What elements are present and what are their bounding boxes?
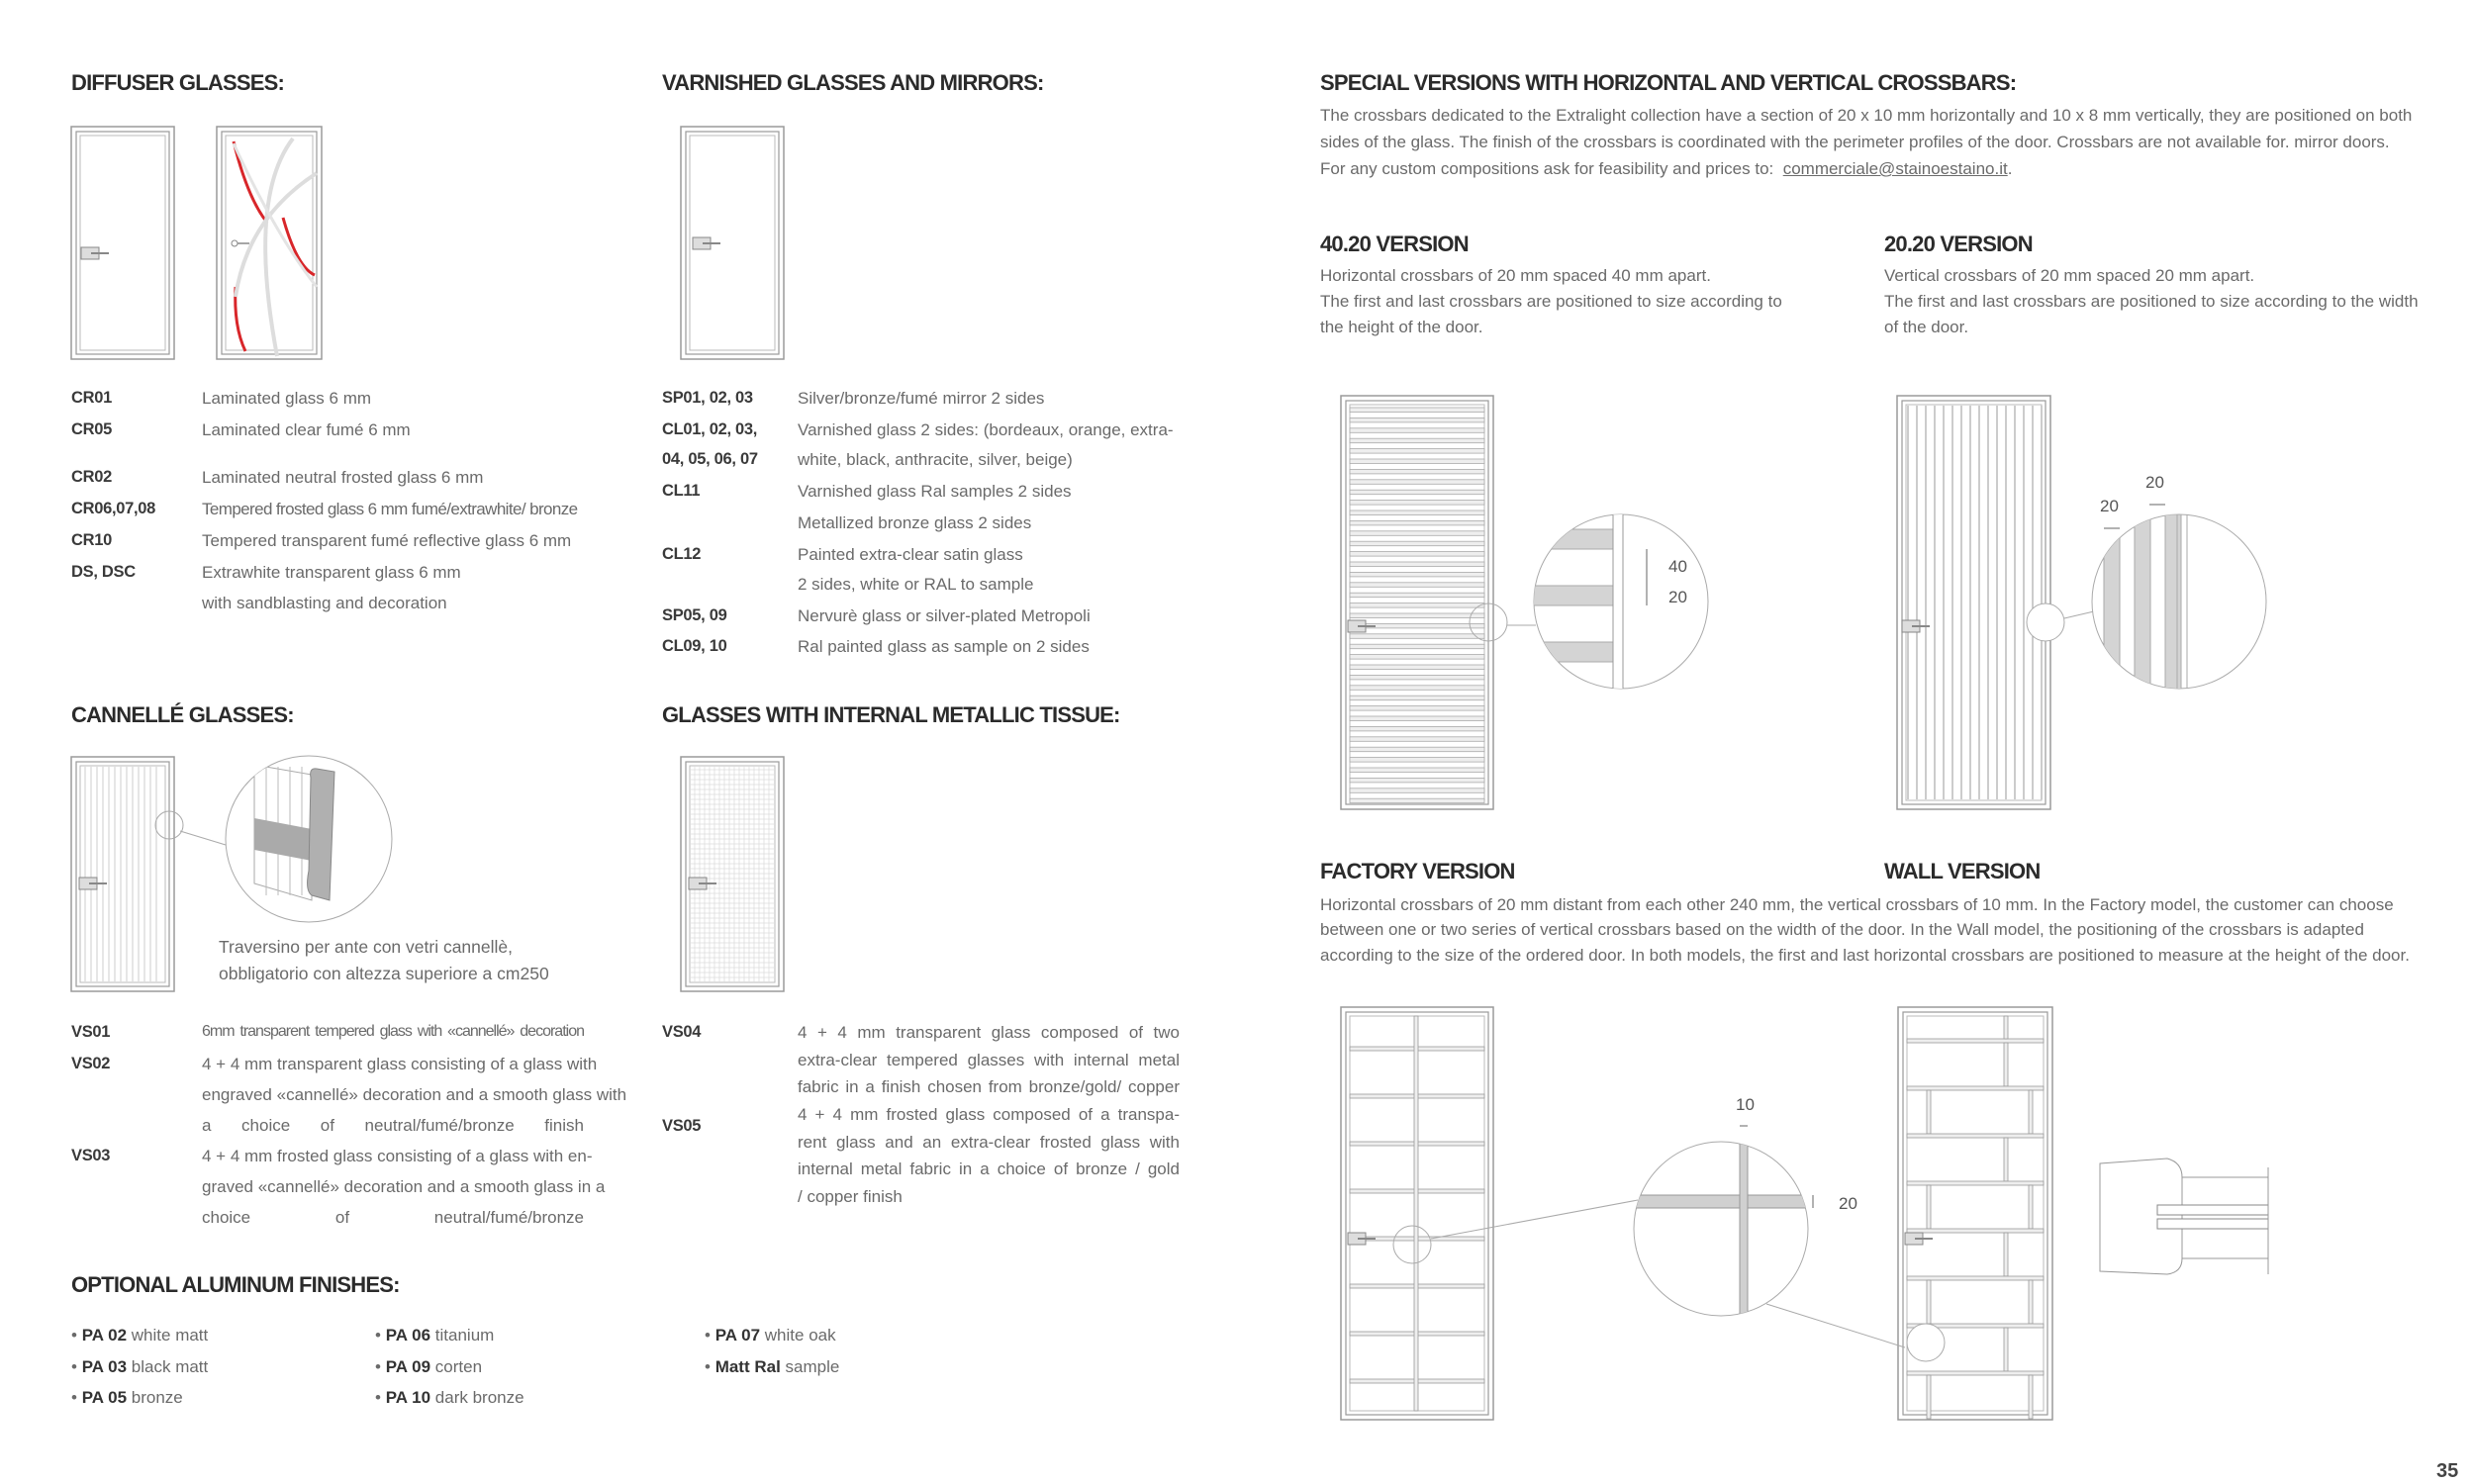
vertical-crossbar <box>2104 514 2120 693</box>
spec-desc: 4 + 4 mm frosted glass composed of a transpa- <box>798 1105 1180 1124</box>
spec-code: SP05, 09 <box>662 606 727 624</box>
horizontal-crossbar <box>1350 562 1484 567</box>
finish-code: PA 03 <box>81 1357 128 1376</box>
horizontal-crossbar <box>1350 788 1484 793</box>
v4020-text-1: Horizontal crossbars of 20 mm spaced 40 mm apart. <box>1320 266 1711 285</box>
metallic-heading: GLASSES WITH INTERNAL METALLIC TISSUE: <box>662 702 1120 727</box>
horizontal-crossbar <box>1350 686 1484 691</box>
spec-desc: Laminated clear fumé 6 mm <box>202 420 411 439</box>
door-plain <box>71 127 174 359</box>
vertical-crossbar <box>2135 514 2150 693</box>
horizontal-crossbar <box>1350 726 1484 731</box>
door-frame <box>71 757 174 991</box>
spec-code: SP01, 02, 03 <box>662 389 753 407</box>
horizontal-crossbar <box>1350 778 1484 783</box>
vertical-crossbar <box>1927 1090 1931 1134</box>
door-2020 <box>1897 396 2094 809</box>
horizontal-crossbar <box>1350 541 1484 546</box>
horizontal-crossbar <box>1350 634 1484 639</box>
door-metallic <box>681 757 784 991</box>
finish-code: Matt Ral <box>714 1357 781 1376</box>
spec-desc: fabric in a finish chosen from bronze/gold/ copper <box>798 1077 1180 1096</box>
vertical-crossbar <box>2029 1375 2033 1419</box>
horizontal-crossbar <box>1350 655 1484 660</box>
spec-desc: Painted extra-clear satin glass <box>798 545 1023 564</box>
finishes-heading: OPTIONAL ALUMINUM FINISHES: <box>71 1272 400 1297</box>
door-decorated <box>217 127 322 359</box>
finish-item: • PA 05 bronze <box>71 1388 183 1407</box>
spec-desc: 4 + 4 mm transparent glass composed of two <box>798 1023 1180 1042</box>
factory-wall-text-3: according to the size of the ordered door. In both models, the first and last horizontal crossbars are positioned to measure at the height of the door. <box>1320 946 2410 965</box>
vertical-crossbar <box>1927 1375 1931 1419</box>
spec-desc: Varnished glass Ral samples 2 sides <box>798 482 1072 501</box>
dim-20-height: 20 <box>1839 1194 1857 1213</box>
special-text-3 <box>1320 160 2012 177</box>
finish-code: PA 02 <box>81 1326 128 1345</box>
finish-code: PA 06 <box>385 1326 431 1345</box>
door-frame <box>71 127 174 359</box>
finish-item: • PA 03 black matt <box>71 1357 209 1376</box>
spec-code: 04, 05, 06, 07 <box>662 450 758 468</box>
horizontal-crossbar <box>1524 586 1613 605</box>
spec-desc: engraved «cannellé» decoration and a smooth glass with <box>202 1085 627 1104</box>
detail-factory <box>1633 1126 1905 1347</box>
v4020-text-2: The first and last crossbars are positioned to size according to <box>1320 292 1782 311</box>
special-text-3-label: For any custom compositions ask for feasibility and prices to: <box>1320 159 1774 178</box>
spec-desc: Nervurè glass or silver-plated Metropoli <box>798 606 1091 625</box>
horizontal-crossbar <box>1350 572 1484 577</box>
dim-10: 10 <box>1736 1095 1755 1114</box>
profile <box>308 769 334 900</box>
horizontal-crossbar <box>1524 529 1613 549</box>
horizontal-crossbar <box>1350 768 1484 773</box>
vertical-crossbar <box>2029 1280 2033 1324</box>
v2020-heading: 20.20 VERSION <box>1884 232 2033 256</box>
spec-desc: 6mm transparent tempered glass with «cannellé» decoration <box>202 1023 584 1040</box>
vertical-crossbar <box>2004 1328 2008 1371</box>
finish-code: PA 10 <box>385 1388 431 1407</box>
spec-code: CL01, 02, 03, <box>662 420 758 438</box>
horizontal-crossbar <box>1907 1134 2044 1138</box>
spec-desc: a choice of neutral/fumé/bronze finish <box>202 1116 584 1135</box>
dim-20-width: 20 <box>2100 497 2119 515</box>
door-cannelle <box>71 757 226 991</box>
vertical-crossbar <box>2004 1043 2008 1086</box>
spec-desc: Metallized bronze glass 2 sides <box>798 513 1032 532</box>
spec-code: CL11 <box>662 482 701 500</box>
finish-name: titanium <box>434 1326 495 1345</box>
detail-content <box>2104 514 2187 693</box>
finish-item: • PA 09 corten <box>375 1357 483 1376</box>
detail-marker <box>1907 1324 1945 1361</box>
spec-desc: 2 sides, white or RAL to sample <box>798 575 1034 594</box>
finish-item: • PA 07 white oak <box>705 1326 836 1345</box>
horizontal-crossbar <box>1350 644 1484 649</box>
factory-heading: FACTORY VERSION <box>1320 859 1515 883</box>
spec-code: CL09, 10 <box>662 637 727 655</box>
door-frame <box>217 127 322 359</box>
horizontal-crossbar <box>1907 1039 2044 1043</box>
page-number: 35 <box>2436 1460 2459 1482</box>
horizontal-crossbar <box>1350 531 1484 536</box>
horizontal-crossbar <box>1350 438 1484 443</box>
spec-code: DS, DSC <box>71 563 136 581</box>
spec-code: VS02 <box>71 1055 111 1072</box>
horizontal-crossbar <box>1350 480 1484 485</box>
wall-heading: WALL VERSION <box>1884 859 2041 883</box>
dim-20-spacing: 20 <box>2145 473 2164 492</box>
spec-code: VS05 <box>662 1117 702 1135</box>
finish-item: • PA 10 dark bronze <box>375 1388 524 1407</box>
spec-desc: Silver/bronze/fumé mirror 2 sides <box>798 389 1045 408</box>
horizontal-crossbar <box>1350 706 1484 711</box>
vertical-crossbar <box>1740 1138 1748 1316</box>
spec-desc: extra-clear tempered glasses with internal metal <box>798 1050 1180 1069</box>
detail-marker <box>2027 603 2064 641</box>
finish-name: corten <box>434 1357 483 1376</box>
factory-wall-text-1: Horizontal crossbars of 20 mm distant from each other 240 mm, the vertical crossbars of 10 mm. In the Factory model, the customer can choose <box>1320 895 2394 914</box>
special-text-2: sides of the glass. The finish of the crossbars is coordinated with the perimeter profiles of the door. Crossbars are not available for. mirror doors. <box>1320 133 2390 151</box>
finish-item: • Matt Ral sample <box>705 1357 840 1376</box>
finish-item: • PA 06 titanium <box>375 1326 495 1345</box>
vertical-crossbar <box>2165 514 2181 693</box>
finish-name: white oak <box>764 1326 836 1345</box>
dim-40: 40 <box>1668 557 1687 576</box>
vertical-crossbar <box>1927 1280 1931 1324</box>
horizontal-crossbar <box>1350 469 1484 474</box>
horizontal-crossbar <box>1907 1276 2044 1280</box>
horizontal-crossbar <box>1350 552 1484 557</box>
horizontal-crossbar <box>1350 490 1484 495</box>
profile-body <box>2100 1159 2182 1274</box>
horizontal-crossbar <box>1350 737 1484 742</box>
spec-code: VS04 <box>662 1023 702 1041</box>
vertical-crossbar <box>2004 1233 2008 1276</box>
door-4020 <box>1341 396 1536 809</box>
v2020-text-2: The first and last crossbars are positioned to size according to the width <box>1884 292 2419 311</box>
spec-code: CL12 <box>662 545 702 563</box>
spec-desc: internal metal fabric in a choice of bronze / gold <box>798 1159 1180 1178</box>
spec-desc: rent glass and an extra-clear frosted glass with <box>798 1132 1180 1152</box>
spec-desc: Extrawhite transparent glass 6 mm <box>202 563 461 582</box>
horizontal-crossbar <box>1350 417 1484 422</box>
door-frame <box>681 757 784 991</box>
door-wall <box>1898 1007 2052 1420</box>
horizontal-crossbar <box>1350 675 1484 680</box>
horizontal-crossbar <box>1350 501 1484 506</box>
horizontal-crossbar <box>1350 510 1484 515</box>
spec-desc: choice of neutral/fumé/bronze <box>202 1208 584 1227</box>
horizontal-crossbar <box>1350 583 1484 588</box>
horizontal-crossbar <box>1907 1371 2044 1375</box>
spec-code: CR01 <box>71 389 112 407</box>
finish-code: PA 07 <box>714 1326 761 1345</box>
horizontal-crossbar <box>1633 1195 1811 1208</box>
horizontal-crossbar <box>1524 642 1613 662</box>
spec-code: CR02 <box>71 468 112 486</box>
leader-line <box>1766 1304 1905 1347</box>
detail-content <box>254 765 334 900</box>
cannelle-detail <box>226 756 392 922</box>
vertical-crossbar <box>1414 1016 1418 1411</box>
finish-code: PA 09 <box>385 1357 431 1376</box>
horizontal-crossbar <box>1350 758 1484 763</box>
cannelle-caption-2: obbligatorio con altezza superiore a cm250 <box>219 964 549 983</box>
detail-2020 <box>2092 505 2266 693</box>
spec-desc: 4 + 4 mm transparent glass consisting of a glass with <box>202 1055 598 1073</box>
varnished-heading: VARNISHED GLASSES AND MIRRORS: <box>662 70 1044 95</box>
horizontal-crossbar <box>1350 798 1484 803</box>
horizontal-crossbar <box>1350 428 1484 433</box>
horizontal-crossbar <box>1350 603 1484 608</box>
finish-item: • PA 02 white matt <box>71 1326 209 1345</box>
spec-desc: Varnished glass 2 sides: (bordeaux, orange, extra- <box>798 420 1174 439</box>
vertical-crossbar <box>2029 1090 2033 1134</box>
dim-20: 20 <box>1668 588 1687 606</box>
finish-name: black matt <box>131 1357 209 1376</box>
v2020-text-1: Vertical crossbars of 20 mm spaced 20 mm apart. <box>1884 266 2255 285</box>
horizontal-crossbar <box>1350 520 1484 525</box>
horizontal-crossbar <box>1350 716 1484 721</box>
door-factory <box>1341 1007 1638 1420</box>
finish-name: white matt <box>131 1326 209 1345</box>
finish-name: sample <box>785 1357 840 1376</box>
special-text-1: The crossbars dedicated to the Extralight collection have a section of 20 x 10 mm horizontally and 10 x 8 mm vertically, they are positioned on both <box>1320 106 2413 125</box>
crossbar-section <box>2157 1205 2268 1215</box>
spec-desc: 4 + 4 mm frosted glass consisting of a glass with en- <box>202 1147 593 1165</box>
spec-desc: graved «cannellé» decoration and a smooth glass in a <box>202 1177 606 1196</box>
spec-desc: Laminated neutral frosted glass 6 mm <box>202 468 484 487</box>
spec-desc: / copper finish <box>798 1186 903 1206</box>
horizontal-crossbar <box>1907 1086 2044 1090</box>
spec-desc: Tempered frosted glass 6 mm fumé/extrawhite/ bronze <box>202 500 578 518</box>
diffuser-heading: DIFFUSER GLASSES: <box>71 70 284 95</box>
vertical-crossbar <box>2004 1016 2008 1039</box>
spec-code: VS01 <box>71 1023 111 1041</box>
v4020-text-3: the height of the door. <box>1320 318 1483 336</box>
horizontal-crossbar <box>1350 449 1484 454</box>
detail-circle <box>1634 1142 1808 1316</box>
cannelle-caption-1: Traversino per ante con vetri cannellè, <box>219 937 514 957</box>
v4020-heading: 40.20 VERSION <box>1320 232 1469 256</box>
spec-code: CR05 <box>71 420 112 438</box>
horizontal-crossbar <box>1350 459 1484 464</box>
spec-desc: Tempered transparent fumé reflective glass 6 mm <box>202 531 572 550</box>
door-frame <box>1897 396 2050 809</box>
v2020-text-3: of the door. <box>1884 318 1969 336</box>
profile-section <box>2100 1159 2268 1274</box>
spec-desc: Laminated glass 6 mm <box>202 389 372 408</box>
vertical-crossbar <box>2029 1185 2033 1229</box>
horizontal-crossbar <box>1350 696 1484 700</box>
leader-line <box>2064 611 2094 618</box>
finish-name: dark bronze <box>434 1388 524 1407</box>
finish-name: bronze <box>131 1388 183 1407</box>
horizontal-crossbar <box>1350 665 1484 670</box>
vertical-crossbar <box>2004 1138 2008 1181</box>
vertical-crossbar <box>1927 1185 1931 1229</box>
email-suffix: . <box>2007 159 2013 178</box>
spec-desc: white, black, anthracite, silver, beige) <box>798 450 1073 469</box>
spec-code: CR10 <box>71 531 112 549</box>
horizontal-crossbar <box>1350 747 1484 752</box>
horizontal-crossbar <box>1907 1229 2044 1233</box>
leader-line <box>180 831 226 845</box>
spec-code: VS03 <box>71 1147 111 1164</box>
horizontal-crossbar <box>1350 408 1484 413</box>
door-varnished <box>681 127 784 359</box>
profile <box>1613 505 1623 702</box>
spec-desc: with sandblasting and decoration <box>202 594 447 612</box>
horizontal-crossbar <box>1350 593 1484 598</box>
spec-desc: Ral painted glass as sample on 2 sides <box>798 637 1090 656</box>
horizontal-crossbar <box>1907 1181 2044 1185</box>
horizontal-crossbar <box>1350 613 1484 618</box>
email-link[interactable]: commerciale@stainoestaino.it <box>1782 159 2008 178</box>
factory-wall-text-2: between one or two series of vertical crossbars based on the width of the door. In the Wall model, the positioning of the crossbars is adapted <box>1320 920 2364 939</box>
special-heading: SPECIAL VERSIONS WITH HORIZONTAL AND VERTICAL CROSSBARS: <box>1320 70 2017 95</box>
cannelle-heading: CANNELLÉ GLASSES: <box>71 702 294 727</box>
finish-code: PA 05 <box>81 1388 128 1407</box>
spec-code: CR06,07,08 <box>71 500 156 517</box>
crossbar-section <box>2157 1219 2268 1229</box>
